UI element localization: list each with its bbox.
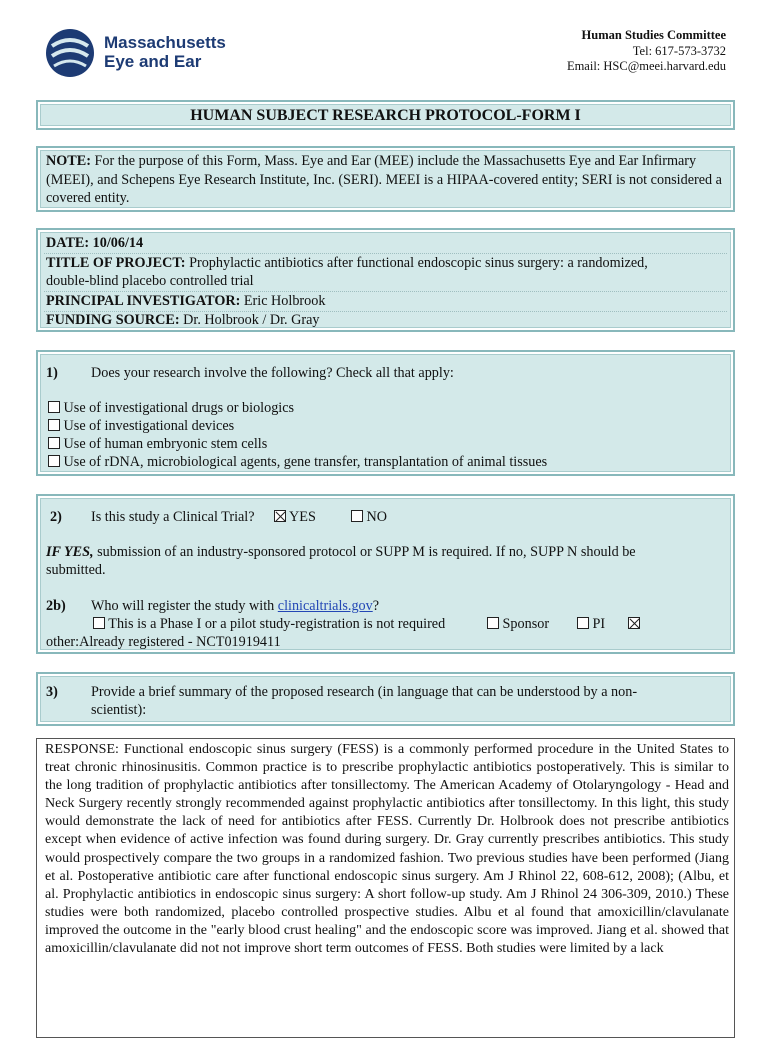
q1-option-checkbox[interactable]: [48, 401, 60, 413]
title-value[interactable]: Prophylactic antibiotics after functional endoscopic sinus surgery: a randomized,: [185, 255, 648, 271]
contact-block: [567, 28, 726, 75]
date-label: DATE:: [46, 235, 90, 251]
q2b-sponsor-checkbox[interactable]: [487, 617, 499, 629]
institution-name: [104, 33, 226, 71]
q2-yes-label: YES: [289, 509, 316, 525]
committee-phone: Tel: 617-573-3732: [632, 43, 726, 58]
q2b-phase-checkbox[interactable]: [93, 617, 105, 629]
q2b-pi-label: PI: [592, 616, 606, 632]
form-title-box: [36, 100, 735, 130]
q2b-phase-option: [93, 615, 445, 633]
funding-value[interactable]: Dr. Holbrook / Dr. Gray: [179, 312, 320, 328]
committee-name: Human Studies Committee: [581, 28, 726, 42]
q2b-pi-option: [577, 615, 605, 633]
pi-label: PRINCIPAL INVESTIGATOR:: [46, 293, 241, 309]
q2b-pi-checkbox[interactable]: [577, 617, 589, 629]
q1-option: [48, 399, 294, 417]
q3-number: 3): [46, 684, 58, 700]
question-1-box: [36, 350, 735, 476]
funding-row: [44, 311, 727, 330]
clinicaltrials-link[interactable]: clinicaltrials.gov: [277, 598, 373, 614]
q1-option-checkbox[interactable]: [48, 419, 60, 431]
institution-name-line2: Eye and Ear: [104, 52, 202, 71]
q2b-other-checkbox[interactable]: [628, 617, 640, 629]
q1-option-label: Use of investigational drugs or biologics: [63, 400, 295, 416]
q2b-other-text[interactable]: other:Already registered - NCT01919411: [46, 634, 281, 650]
q2b-other-option: [628, 615, 640, 633]
note-box: [36, 146, 735, 212]
note-text: [46, 152, 726, 208]
q2b-number: 2b): [46, 598, 66, 614]
q1-question: Does your research involve the following? Check all that apply:: [91, 365, 454, 381]
q1-option-checkbox[interactable]: [48, 455, 60, 467]
response-box[interactable]: [36, 738, 735, 1038]
pi-row: [44, 292, 727, 312]
funding-label: FUNDING SOURCE:: [46, 312, 180, 328]
q2-if-yes-text: submission of an industry-sponsored protocol or SUPP M is required. If no, SUPP N should be: [93, 544, 636, 560]
q1-option: [48, 453, 547, 471]
note-body: For the purpose of this Form, Mass. Eye and Ear (MEE) include the Massachusetts Eye and Ear Infirmary (MEEI), and Schepens Eye Research Institute, Inc. (SERI). MEEI is a HIPAA-covered entity; SERI is not considered a covered entity.: [46, 153, 722, 206]
question-2-box: [36, 494, 735, 654]
project-info-box: [36, 228, 735, 332]
q2-if-yes: [46, 543, 636, 561]
q1-option: [48, 417, 234, 435]
q1-option: [48, 435, 267, 453]
note-label: NOTE:: [46, 153, 91, 169]
institution-name-line1: Massachusetts: [104, 33, 226, 52]
date-value[interactable]: 10/06/14: [92, 235, 144, 251]
q2-yes-checkbox[interactable]: [274, 510, 286, 522]
title-row: [44, 254, 727, 273]
response-text[interactable]: RESPONSE: Functional endoscopic sinus surgery (FESS) is a commonly performed procedure in the United States to treat chronic rhinosinusitis. Common practice is to prescribe prophylactic antibiotics postoperatively. This is similar to the long tradition of prophylactic antibiotics after tonsillectomy. The American Academy of Otolaryngology - Head and Neck Surgery recently strongly recommended against prophylactic antibiotics after tonsillectomy. In this light, this study would demonstrate the lack of need for antibiotics after FESS. Currently Dr. Holbrook does not prescribe antibiotics except when evidence of active infection was found during surgery. Dr. Gray currently prescribes antibiotics. This study would prospectively compare the two groups in a randomized fashion. Two previous studies have been performed (Jiang et al. Postoperative antibiotic care after functional endoscopic sinus surgery. Am J Rhinol 22, 608-612, 2008); (Albu, et al. Prophylactic antibiotics in endoscopic sinus surgery: A short follow-up study. Am J Rhinol 24 306-309, 2010.) These studies were both randomized, placebo controlled prospective studies. Albu et al found that amoxicillin/clavulanate improved the outcome in the "early blood crust healing" and the endoscopic score was improved. Jiang et al. showed that amoxicillin/clavulanate did not not improve short term outcomes of FESS. Both studies were limited by a lack: [45, 742, 729, 957]
title-label: TITLE OF PROJECT:: [46, 255, 186, 271]
title-row-cont: [44, 272, 727, 292]
q1-option-checkbox[interactable]: [48, 437, 60, 449]
q2-if-yes-cont: submitted.: [46, 562, 106, 578]
q1-option-label: Use of investigational devices: [63, 418, 235, 434]
date-row: [44, 234, 727, 254]
title-value-cont[interactable]: double-blind placebo controlled trial: [46, 273, 254, 289]
q2-number: 2): [50, 509, 62, 525]
form-title: HUMAN SUBJECT RESEARCH PROTOCOL-FORM I: [190, 107, 581, 124]
q2b-question: Who will register the study with clinicaltrials.gov?: [91, 598, 380, 614]
q2b-sponsor-label: Sponsor: [502, 616, 550, 632]
q2-if-yes-label: IF YES,: [46, 544, 94, 560]
question-3-box: [36, 672, 735, 726]
q2b-sponsor-option: [487, 615, 549, 633]
q2-yes-option: [274, 508, 316, 526]
committee-email: Email: HSC@meei.harvard.edu: [566, 59, 726, 73]
q3-question-line2: scientist):: [91, 702, 147, 718]
q1-option-label: Use of rDNA, microbiological agents, gene transfer, transplantation of animal tissues: [63, 454, 548, 470]
q2-no-label: NO: [366, 509, 388, 525]
q3-question-line1: Provide a brief summary of the proposed research (in language that can be understood by a non-: [91, 684, 638, 700]
pi-value[interactable]: Eric Holbrook: [240, 293, 326, 309]
q1-option-label: Use of human embryonic stem cells: [63, 436, 268, 452]
q1-number: 1): [46, 365, 58, 381]
q2-question: Is this study a Clinical Trial?: [91, 509, 255, 525]
q2-no-option: [351, 508, 387, 526]
q2-no-checkbox[interactable]: [351, 510, 363, 522]
q2b-phase-label: This is a Phase I or a pilot study-registration is not required: [108, 616, 446, 632]
